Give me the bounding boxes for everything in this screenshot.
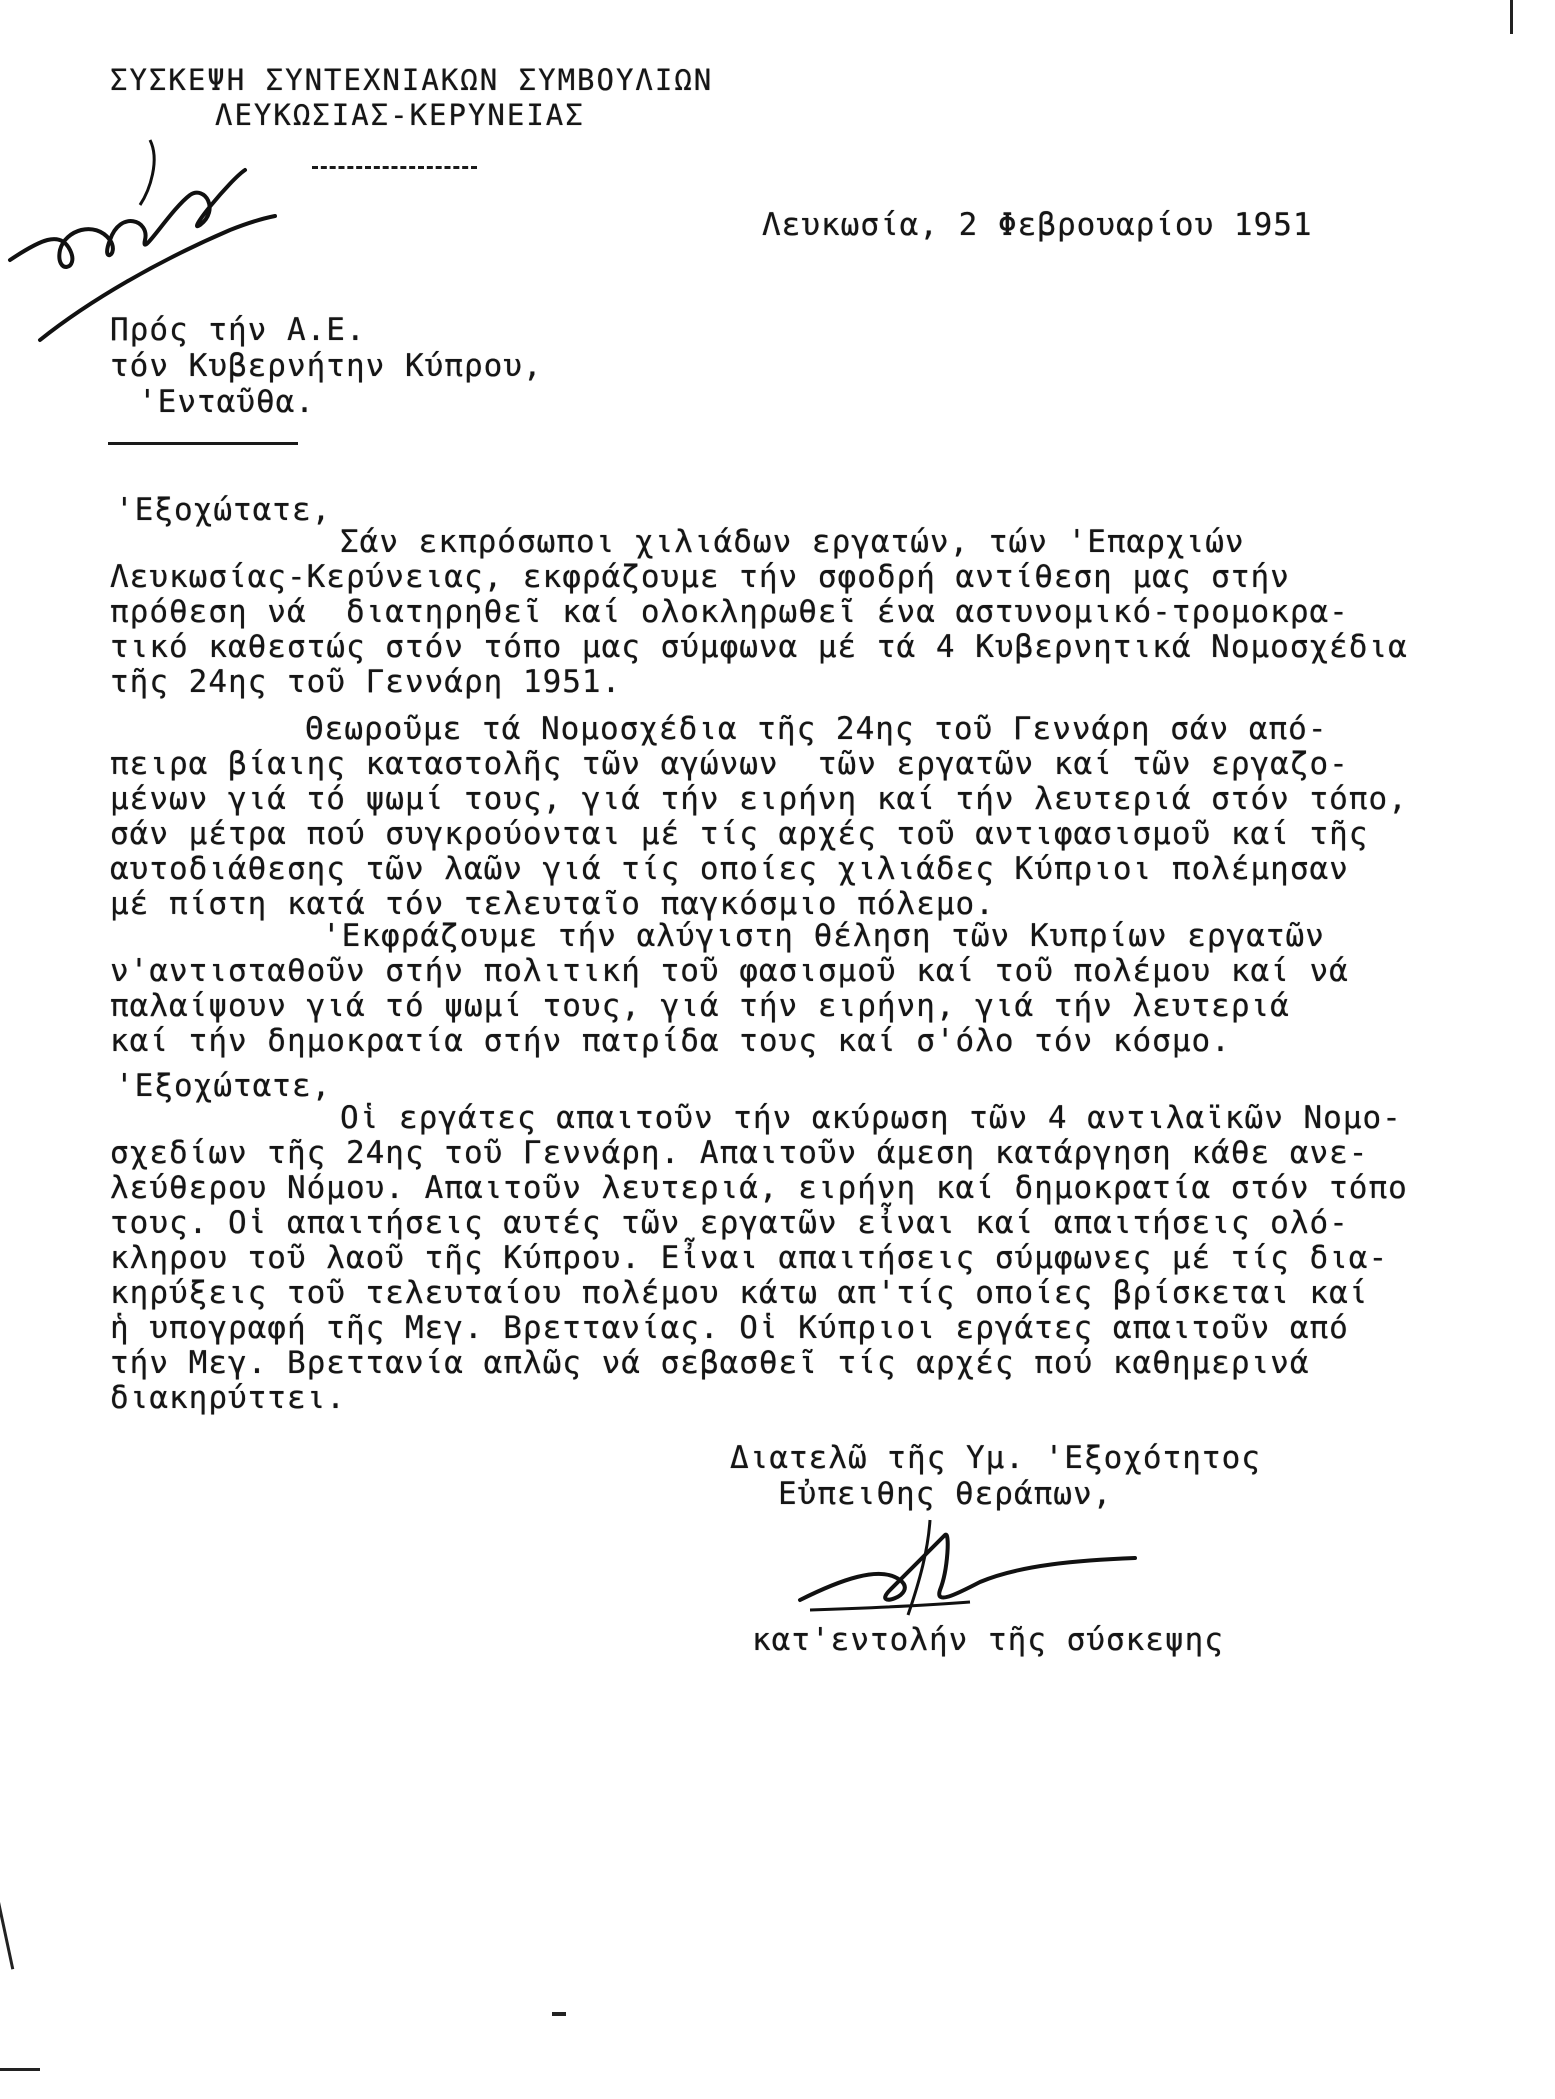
paragraph-4-line-9: διακηρύττει. bbox=[110, 1380, 346, 1416]
recipient-underline bbox=[108, 442, 298, 445]
paragraph-1-line-1: Σάν εκπρόσωποι χιλιάδων εργατών, τών 'Επαρχιών bbox=[340, 524, 1245, 560]
paragraph-4-line-8: τήν Μεγ. Βρεττανία απλῶς νά σεβασθεῖ τίς αρχές πού καθημερινά bbox=[110, 1345, 1310, 1381]
salutation-1: 'Εξοχώτατε, bbox=[115, 492, 332, 528]
paragraph-3-line-1: 'Εκφράζουμε τήν αλύγιστη θέληση τῶν Κυπρίων εργατῶν bbox=[322, 918, 1325, 954]
closing-line-2: Εὐπειθης θεράπων, bbox=[778, 1476, 1113, 1512]
paragraph-4-line-5: κληρου τοῦ λαοῦ τῆς Κύπρου. Εἶναι απαιτήσεις σύμφωνες μέ τίς δια- bbox=[110, 1240, 1389, 1276]
paragraph-2-line-3: μένων γιά τό ψωμί τους, γιά τήν ειρήνη καί τήν λευτεριά στόν τόπο, bbox=[110, 781, 1408, 817]
paragraph-1-line-3: πρόθεση νά διατηρηθεῖ καί ολοκληρωθεῖ ένα αστυνομικό-τρομοκρα- bbox=[110, 594, 1349, 630]
paragraph-1-line-5: τῆς 24ης τοῦ Γεννάρη 1951. bbox=[110, 664, 622, 700]
paragraph-3-line-2: ν'αντισταθοῦν στήν πολιτική τοῦ φασισμοῦ καί τοῦ πολέμου καί νά bbox=[110, 953, 1349, 989]
paragraph-4-line-3: λεύθερου Νόμου. Απαιτοῦν λευτεριά, ειρήνη καί δημοκρατία στόν τόπο bbox=[110, 1170, 1408, 1206]
closing-line-1: Διατελῶ τῆς Υμ. 'Εξοχότητος bbox=[730, 1440, 1261, 1476]
paragraph-2-line-2: πειρα βίαιης καταστολῆς τῶν αγώνων τῶν εργατῶν καί τῶν εργαζο- bbox=[110, 746, 1349, 782]
paragraph-2-line-4: σάν μέτρα πού συγκρούονται μέ τίς αρχές τοῦ αντιφασισμοῦ καί τῆς bbox=[110, 816, 1369, 852]
letterhead-line-2: ΛΕΥΚΩΣΙΑΣ-ΚΕΡΥΝΕΙΑΣ bbox=[215, 98, 585, 132]
paragraph-1-line-2: Λευκωσίας-Κερύνειας, εκφράζουμε τήν σφοδρή αντίθεση μας στήν bbox=[110, 559, 1290, 595]
recipient-line-2: τόν Κυβερνήτην Κύπρου, bbox=[110, 348, 543, 384]
paragraph-2-line-1: Θεωροῦμε τά Νομοσχέδια τῆς 24ης τοῦ Γεννάρη σάν από- bbox=[305, 711, 1328, 747]
recipient-line-1: Πρός τήν Α.Ε. bbox=[110, 312, 366, 348]
scan-edge-mark-bottom-left bbox=[0, 2068, 40, 2071]
paragraph-4-line-7: ἡ υπογραφή τῆς Μεγ. Βρεττανίας. Οἱ Κύπριοι εργάτες απαιτοῦν από bbox=[110, 1310, 1349, 1346]
paragraph-3-line-4: καί τήν δημοκρατία στήν πατρίδα τους καί σ'όλο τόν κόσμο. bbox=[110, 1023, 1231, 1059]
closing-line-3: κατ'εντολήν τῆς σύσκεψης bbox=[752, 1622, 1224, 1658]
paragraph-4-line-2: σχεδίων τῆς 24ης τοῦ Γεννάρη. Απαιτοῦν άμεση κατάργηση κάθε ανε- bbox=[110, 1135, 1369, 1171]
paragraph-1-line-4: τικό καθεστώς στόν τόπο μας σύμφωνα μέ τά 4 Κυβερνητικά Νομοσχέδια bbox=[110, 629, 1408, 665]
date-line: Λευκωσία, 2 Φεβρουαρίου 1951 bbox=[762, 207, 1313, 243]
paragraph-2-line-5: αυτοδιάθεσης τῶν λαῶν γιά τίς οποίες χιλιάδες Κύπριοι πολέμησαν bbox=[110, 851, 1349, 887]
scan-edge-mark-top-right bbox=[1510, 0, 1513, 34]
paragraph-4-line-4: τους. Οἱ απαιτήσεις αυτές τῶν εργατῶν εἶναι καί απαιτήσεις ολό- bbox=[110, 1205, 1349, 1241]
scan-edge-mark-left bbox=[0, 1900, 14, 1969]
paragraph-4-line-6: κηρύξεις τοῦ τελευταίου πολέμου κάτω απ'τίς οποίες βρίσκεται καί bbox=[110, 1275, 1369, 1311]
letterhead-line-1: ΣΥΣΚΕΨΗ ΣΥΝΤΕΧΝΙΑΚΩΝ ΣΥΜΒΟΥΛΙΩΝ bbox=[110, 63, 714, 97]
paragraph-4-line-1: Οἱ εργάτες απαιτοῦν τήν ακύρωση τῶν 4 αντιλαϊκῶν Νομο- bbox=[340, 1100, 1402, 1136]
salutation-2: 'Εξοχώτατε, bbox=[115, 1068, 332, 1104]
letterhead-underline bbox=[312, 166, 477, 169]
recipient-line-3: 'Ενταῦθα. bbox=[138, 384, 315, 420]
paragraph-3-line-3: παλαίψουν γιά τό ψωμί τους, γιά τήν ειρήνη, γιά τήν λευτεριά bbox=[110, 988, 1290, 1024]
handwritten-signature bbox=[780, 1510, 1160, 1630]
scan-speck-bottom bbox=[552, 2012, 566, 2016]
paragraph-2-line-6: μέ πίστη κατά τόν τελευταῖο παγκόσμιο πόλεμο. bbox=[110, 886, 995, 922]
